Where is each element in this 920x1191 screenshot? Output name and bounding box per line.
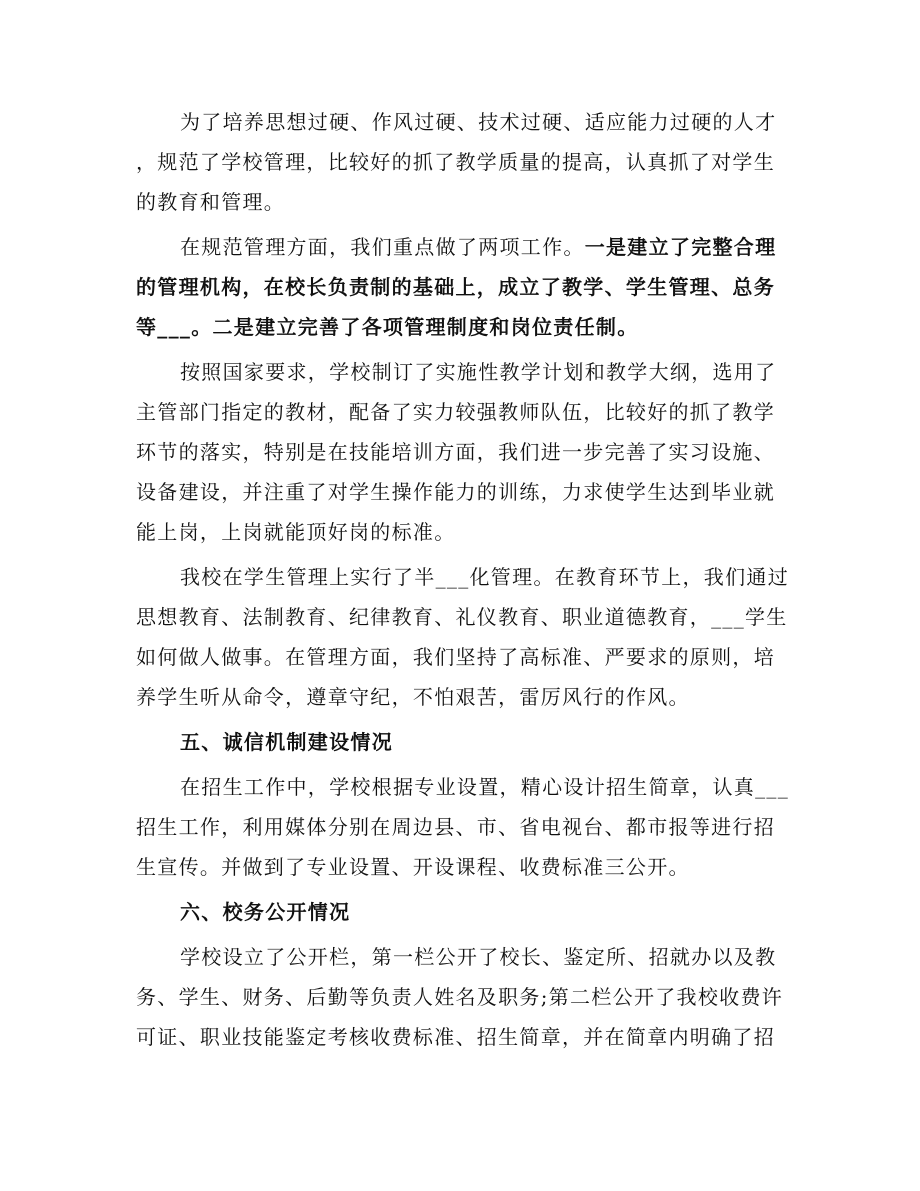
text-bold: 一是建立了完整合理	[584, 235, 777, 259]
text-line: 环节的落实，特别是在技能培训方面，我们进一步完善了实习设施、	[136, 440, 775, 464]
text-line: 可证、职业技能鉴定考核收费标准、招生简章，并在简章内明确了招	[136, 1025, 775, 1049]
text-line: 设备建设，并注重了对学生操作能力的训练，力求使学生达到毕业就	[136, 480, 775, 504]
text-line: 招生工作，利用媒体分别在周边县、市、省电视台、都市报等进行招	[136, 815, 775, 839]
text-line: 思想教育、法制教育、纪律教育、礼仪教育、职业道德教育，___学生	[136, 605, 788, 629]
text-line: 为了培养思想过硬、作风过硬、技术过硬、适应能力过硬的人才	[180, 110, 777, 134]
text-line: 等___。二是建立完善了各项管理制度和岗位责任制。	[136, 315, 639, 339]
paragraph-student-management	[136, 557, 788, 717]
text-line: 主管部门指定的教材，配备了实力较强教师队伍，比较好的抓了教学	[136, 400, 775, 424]
text-line: 按照国家要求，学校制订了实施性教学计划和教学大纲，选用了	[180, 360, 777, 384]
text-line: 如何做人做事。在管理方面，我们坚持了高标准、严要求的原则，培	[136, 645, 775, 669]
document-body	[136, 102, 788, 1057]
paragraph-standard-management	[136, 227, 788, 347]
text-line: 学校设立了公开栏，第一栏公开了校长、鉴定所、招就办以及教	[180, 945, 777, 969]
text-line	[136, 227, 788, 267]
text-line: 的管理机构，在校长负责制的基础上，成立了教学、学生管理、总务	[136, 275, 775, 299]
paragraph-talent-training	[136, 102, 788, 222]
text-line: ，规范了学校管理，比较好的抓了教学质量的提高，认真抓了对学生	[136, 150, 775, 174]
paragraph-bulletin-board	[136, 937, 788, 1057]
text-line: 我校在学生管理上实行了半___化管理。在教育环节上，我们通过	[180, 565, 789, 589]
text-line: 能上岗，上岗就能顶好岗的标准。	[136, 520, 456, 544]
paragraph-teaching-plan	[136, 352, 788, 552]
text-normal: 在规范管理方面，我们重点做了两项工作。	[180, 235, 585, 259]
paragraph-enrollment	[136, 767, 788, 887]
text-line: 务、学生、财务、后勤等负责人姓名及职务;第二栏公开了我校收费许	[136, 985, 784, 1009]
text-line: 生宣传。并做到了专业设置、开设课程、收费标准三公开。	[136, 855, 690, 879]
section-heading-affairs-disclosure: 六、校务公开情况	[180, 900, 351, 924]
section-heading-integrity: 五、诚信机制建设情况	[180, 730, 393, 754]
text-line: 养学生听从命令，遵章守纪，不怕艰苦，雷厉风行的作风。	[136, 685, 690, 709]
text-line: 在招生工作中，学校根据专业设置，精心设计招生简章，认真___	[180, 775, 789, 799]
text-line: 的教育和管理。	[136, 190, 286, 214]
